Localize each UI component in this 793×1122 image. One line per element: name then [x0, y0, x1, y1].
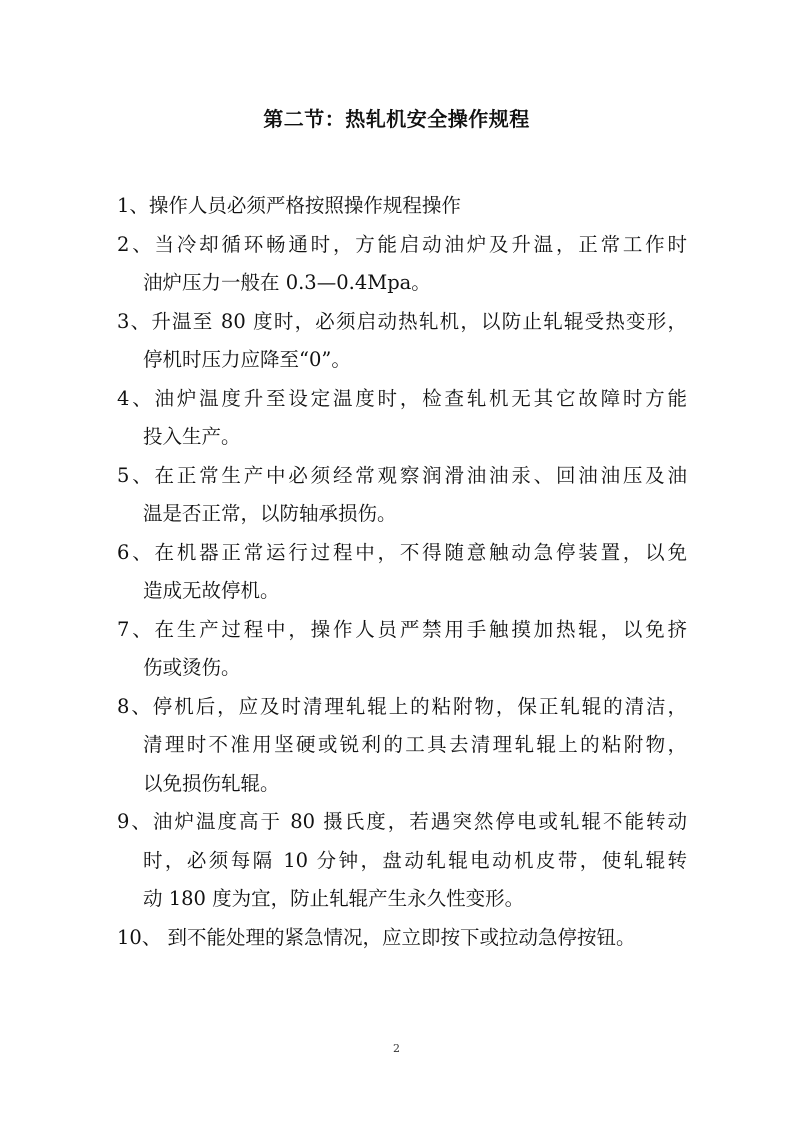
item-line: 2、当冷却循环畅通时，方能启动油炉及升温，正常工作时: [117, 232, 687, 256]
item-line: 时，必须每隔 10 分钟，盘动轧辊电动机皮带，使轧辊转: [143, 848, 687, 872]
list-item: [117, 380, 687, 457]
list-item: [117, 611, 687, 688]
page-number: 2: [393, 1042, 400, 1055]
item-line: 投入生产。: [143, 425, 241, 448]
item-line: 4、油炉温度升至设定温度时，检查轧机无其它故障时方能: [117, 386, 687, 410]
item-line: 伤或烫伤。: [143, 656, 241, 679]
item-line: 7、在生产过程中，操作人员严禁用手触摸加热辊，以免挤: [117, 617, 687, 641]
item-line: 10、 到不能处理的紧急情况，应立即按下或拉动急停按钮。: [117, 925, 636, 949]
list-item: [117, 226, 687, 303]
item-line: 以免损伤轧辊。: [143, 771, 280, 795]
item-line: 温是否正常，以防轴承损伤。: [143, 502, 397, 525]
item-line: 9、油炉温度高于 80 摄氏度，若遇突然停电或轧辊不能转动: [117, 810, 687, 833]
list-item: [117, 688, 687, 804]
item-line: 清理时不准用坚硬或锐利的工具去清理轧辊上的粘附物，: [143, 733, 687, 756]
list-item: [117, 187, 687, 226]
item-line: 5、在正常生产中必须经常观察润滑油油汞、回油油压及油: [117, 463, 687, 487]
item-line: 动 180 度为宜，防止轧辊产生永久性变形。: [143, 887, 525, 910]
item-line: 造成无故停机。: [143, 579, 280, 602]
list-item: [117, 803, 687, 919]
item-line: 油炉压力一般在 0.3—0.4Mpa。: [143, 271, 431, 294]
section-title: 第二节：热轧机安全操作规程: [263, 107, 530, 131]
list-item: [117, 919, 687, 958]
item-line: 停机时压力应降至“0”。: [143, 348, 351, 371]
list-item: [117, 534, 687, 611]
rules-list: [117, 187, 687, 957]
item-line: 8、停机后，应及时清理轧辊上的粘附物，保正轧辊的清洁，: [117, 694, 687, 718]
item-line: 6、在机器正常运行过程中，不得随意触动急停装置，以免: [117, 540, 687, 564]
list-item: [117, 457, 687, 534]
list-item: [117, 303, 687, 380]
item-line: 1、操作人员必须严格按照操作规程操作: [117, 194, 461, 217]
item-line: 3、升温至 80 度时，必须启动热轧机，以防止轧辊受热变形，: [117, 309, 687, 333]
